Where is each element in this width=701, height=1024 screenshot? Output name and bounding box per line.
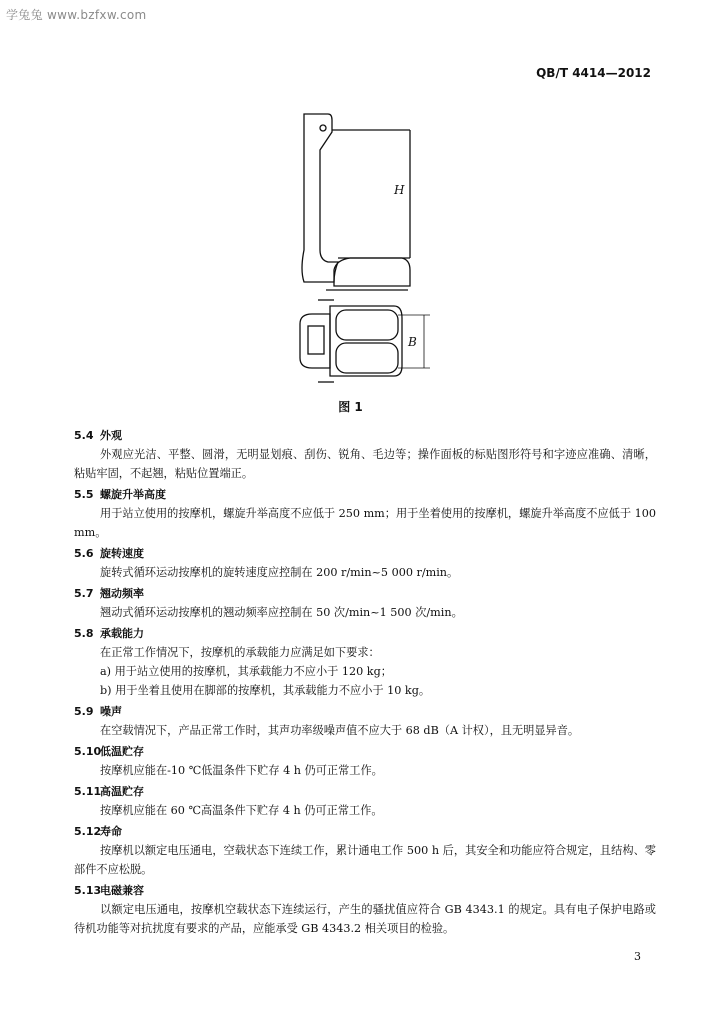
clause-number: 5.5: [74, 488, 94, 501]
clause-number: 5.10: [74, 745, 102, 758]
clause-title: 外观: [100, 429, 122, 442]
clause-heading: [74, 782, 656, 801]
clause-title: 螺旋升举高度: [100, 488, 166, 501]
clause-number: 5.7: [74, 587, 94, 600]
clause-number: 5.12: [74, 825, 102, 838]
clause-5-7: [74, 584, 656, 622]
clause-5-9: [74, 702, 656, 740]
page-number: 3: [634, 950, 641, 963]
clause-5-10: [74, 742, 656, 780]
clause-title: 寿命: [100, 825, 122, 838]
clause-heading: [74, 742, 656, 761]
dimension-h-label: H: [394, 183, 405, 197]
clause-text: 以额定电压通电，按摩机空载状态下连续运行，产生的骚扰值应符合 GB 4343.1 的规定。具有电子保护电路或待机功能等对抗扰度有要求的产品，应能承受 GB 4343.2 相关项目的检验。: [74, 903, 656, 935]
foot-plate-top: [330, 306, 402, 376]
clause-text: 外观应光洁、平整、圆滑，无明显划痕、刮伤、锐角、毛边等；操作面板的标贴图形符号和字迹应准确、清晰，粘贴牢固，不起翘，粘贴位置端正。: [74, 448, 656, 480]
clause-text: 旋转式循环运动按摩机的旋转速度应控制在 200 r/min~5 000 r/min。: [100, 566, 459, 579]
clause-heading: [74, 881, 656, 900]
watermark: 学兔兔 www.bzfxw.com: [6, 8, 147, 22]
clause-title: 电磁兼容: [100, 884, 144, 897]
list-item: b) 用于坐着且使用在脚部的按摩机，其承载能力不应小于 10 kg。: [100, 684, 431, 697]
massager-figure: [290, 110, 440, 390]
clause-text: 翘动式循环运动按摩机的翘动频率应控制在 50 次/min~1 500 次/min。: [100, 606, 463, 619]
clause-5-12: [74, 822, 656, 879]
clause-number: 5.13: [74, 884, 102, 897]
clause-heading: [74, 624, 656, 643]
clause-heading: [74, 426, 656, 445]
clause-text: 按摩机应能在 60 ℃高温条件下贮存 4 h 仍可正常工作。: [100, 804, 383, 817]
clause-title: 旋转速度: [100, 547, 144, 560]
clauses: [74, 424, 656, 938]
handle-knob-icon: [320, 125, 326, 131]
clause-text: 在空载情况下，产品正常工作时，其声功率级噪声值不应大于 68 dB（A 计权），且无明显异音。: [100, 724, 580, 737]
clause-5-4: [74, 426, 656, 483]
dimension-b-label: B: [408, 335, 417, 349]
clause-number: 5.6: [74, 547, 94, 560]
clause-heading: [74, 544, 656, 563]
clause-5-8: [74, 624, 656, 700]
clause-text: 用于站立使用的按摩机，螺旋升举高度不应低于 250 mm；用于坐着使用的按摩机，螺旋升举高度不应低于 100 mm。: [74, 507, 656, 539]
list-item: a) 用于站立使用的按摩机，其承载能力不应小于 120 kg；: [100, 665, 392, 678]
clause-number: 5.11: [74, 785, 102, 798]
figure-caption: 图 1: [338, 400, 363, 414]
clause-text: 按摩机以额定电压通电，空载状态下连续工作，累计通电工作 500 h 后，其安全和功能应符合规定，且结构、零部件不应松脱。: [74, 844, 656, 876]
clause-5-6: [74, 544, 656, 582]
handle-column: [302, 114, 338, 282]
clause-heading: [74, 584, 656, 603]
clause-text: 在正常工作情况下，按摩机的承载能力应满足如下要求：: [100, 646, 380, 659]
clause-5-11: [74, 782, 656, 820]
clause-title: 翘动频率: [100, 587, 144, 600]
clause-heading: [74, 822, 656, 841]
clause-number: 5.8: [74, 627, 94, 640]
clause-title: 噪声: [100, 705, 122, 718]
base-side: [334, 258, 410, 286]
clause-text: 按摩机应能在-10 ℃低温条件下贮存 4 h 仍可正常工作。: [100, 764, 383, 777]
clause-number: 5.9: [74, 705, 94, 718]
clause-title: 高温贮存: [100, 785, 144, 798]
control-panel-top: [300, 314, 330, 368]
clause-heading: [74, 485, 656, 504]
standard-code: QB/T 4414—2012: [536, 66, 651, 80]
clause-title: 承载能力: [100, 627, 144, 640]
clause-5-13: [74, 881, 656, 938]
clause-heading: [74, 702, 656, 721]
clause-title: 低温贮存: [100, 745, 144, 758]
clause-5-5: [74, 485, 656, 542]
clause-number: 5.4: [74, 429, 94, 442]
